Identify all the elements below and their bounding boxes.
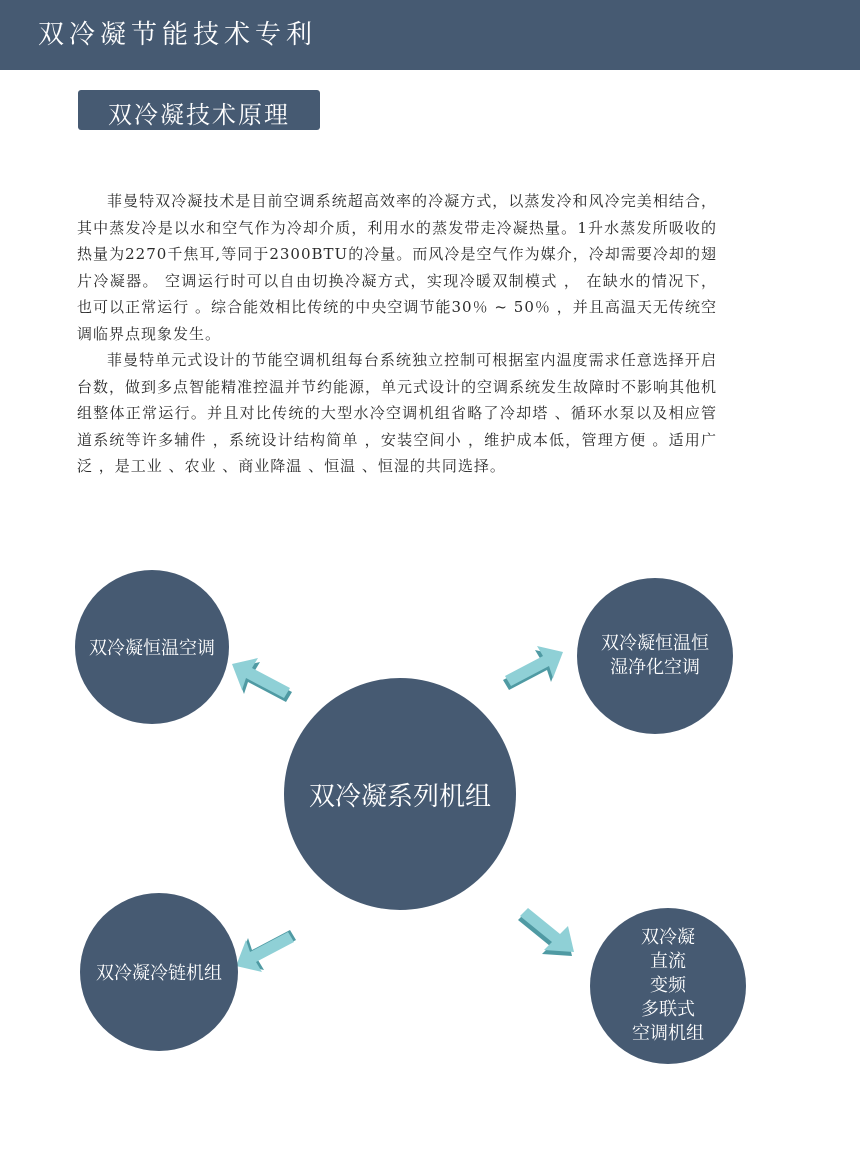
body-text — [77, 188, 717, 480]
node-bottom-right-line: 变频 — [650, 975, 686, 996]
node-bottom-right-line: 多联式 — [641, 999, 695, 1020]
node-top-left-label: 双冷凝恒温空调 — [89, 638, 215, 659]
node-top-right-line: 湿净化空调 — [610, 657, 700, 678]
section-title: 双冷凝技术原理 — [108, 101, 290, 129]
node-top-left — [75, 570, 229, 724]
arrow-up-left-icon — [228, 658, 298, 708]
center-node — [284, 678, 516, 910]
arrow-up-right-icon — [495, 646, 567, 698]
node-bottom-left — [80, 893, 238, 1051]
section-tag — [78, 90, 320, 130]
arrow-down-right-icon — [512, 906, 578, 962]
node-bottom-right-line: 空调机组 — [632, 1023, 704, 1044]
node-top-right-line: 双冷凝恒温恒 — [601, 633, 709, 654]
center-node-label: 双冷凝系列机组 — [308, 781, 491, 812]
node-bottom-right-line: 双冷凝 — [641, 927, 695, 948]
paragraph-1: 菲曼特双冷凝技术是目前空调系统超高效率的冷凝方式，以蒸发冷和风冷完美相结合，其中蒸发冷是以水和空气作为冷却介质，利用水的蒸发带走冷凝热量。1升水蒸发所吸收的热量为2270千焦耳,等同于2300BTU的冷量。而风冷是空气作为媒介，冷却需要冷却的翅片冷凝器。 空调运行时可以自由切换冷凝方式，实现冷暖双制模式 ， 在缺水的情况下， 也可以正常运行 。综合能效相比传统的中央空调节能30％ ~ 50％ ，并且高温天无传统空调临界点现象发生。 — [77, 192, 717, 343]
header-title: 双冷凝节能技术专利 — [38, 20, 318, 50]
paragraph-2: 菲曼特单元式设计的节能空调机组每台系统独立控制可根据室内温度需求任意选择开启台数，做到多点智能精准控温并节约能源，单元式设计的空调系统发生故障时不影响其他机组整体正常运行。并且对比传统的大型水冷空调机组省略了冷却塔 、循环水泵以及相应管道系统等许多辅件 ，系统设计结构简单 ，安装空间小 ，维护成本低，管理方便 。适用广泛 ，是工业 、农业 、商业降温 、恒温 、恒湿的共同选择。 — [77, 351, 718, 475]
node-bottom-right — [590, 908, 746, 1064]
node-top-right — [577, 578, 733, 734]
node-bottom-left-label: 双冷凝冷链机组 — [96, 963, 222, 984]
node-bottom-right-line: 直流 — [650, 951, 686, 972]
arrow-down-left-icon — [232, 924, 302, 974]
header-bar — [0, 0, 860, 70]
